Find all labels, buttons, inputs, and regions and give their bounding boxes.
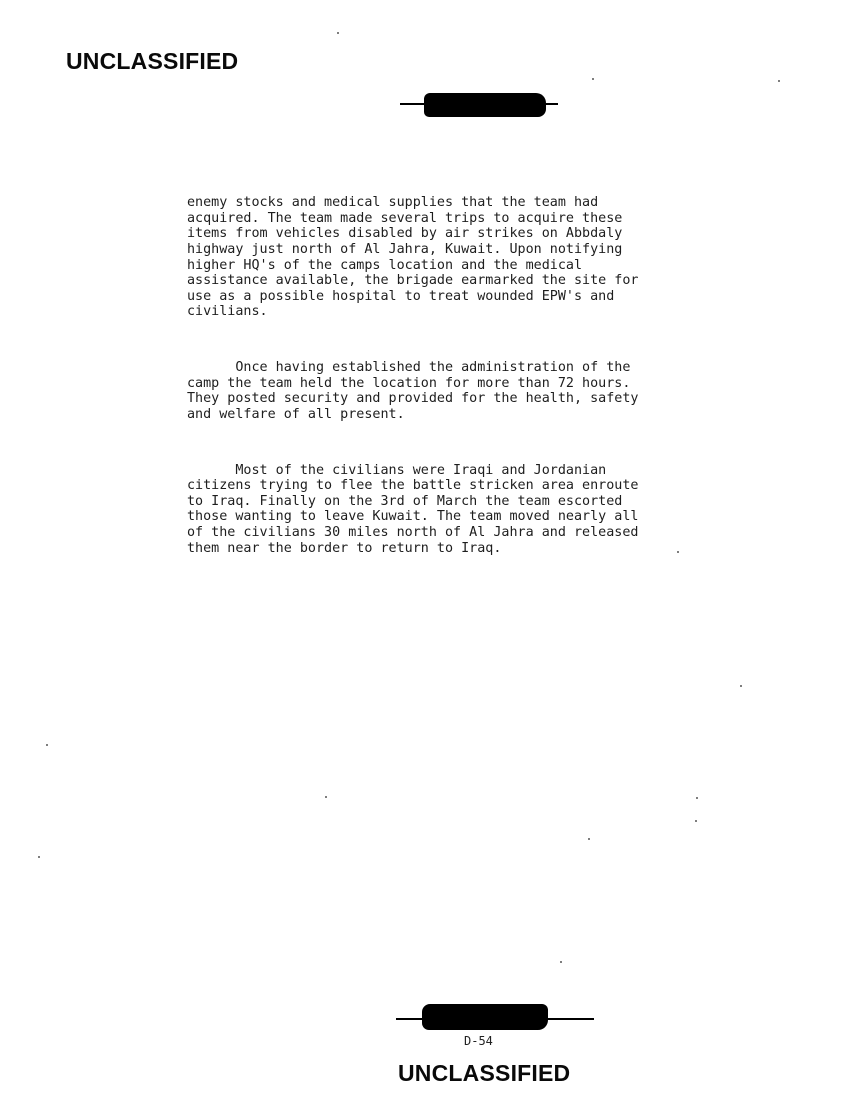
- top-classification-marking: UNCLASSIFIED: [66, 48, 239, 74]
- scan-speck: [560, 961, 562, 963]
- scan-speck: [46, 744, 48, 746]
- paragraph-1: enemy stocks and medical supplies that the team had acquired. The team made several trips to acquire these items from vehicles disabled by air strikes on Abbdaly highway just north of Al Jahra, Kuwait. Upon notifying higher HQ's of the camps location and the medical assistance available, the brigade earmarked the site for use as a possible hospital to treat wounded EPW's and civilians.: [187, 195, 639, 320]
- scan-speck: [696, 797, 698, 799]
- document-body: [187, 164, 787, 581]
- bottom-classification-marking: UNCLASSIFIED: [398, 1060, 571, 1086]
- paragraph-2: Once having established the administration of the camp the team held the location for more than 72 hours. They posted security and provided for the health, safety and welfare of all present.: [187, 360, 639, 422]
- scan-speck: [778, 80, 780, 82]
- scan-speck: [592, 78, 594, 80]
- paragraph-3: Most of the civilians were Iraqi and Jordanian citizens trying to flee the battle stricken area enroute to Iraq. Finally on the 3rd of March the team escorted those wanting to leave Kuwait. The team moved nearly all of the civilians 30 miles north of Al Jahra and released them near the border to return to Iraq.: [187, 462, 639, 556]
- scan-speck: [677, 551, 679, 553]
- scan-speck: [38, 856, 40, 858]
- scan-speck: [337, 32, 339, 34]
- scan-speck: [325, 796, 327, 798]
- scan-speck: [740, 685, 742, 687]
- scan-speck: [588, 838, 590, 840]
- scan-speck: [695, 820, 697, 822]
- page-number: D-54: [464, 1034, 493, 1048]
